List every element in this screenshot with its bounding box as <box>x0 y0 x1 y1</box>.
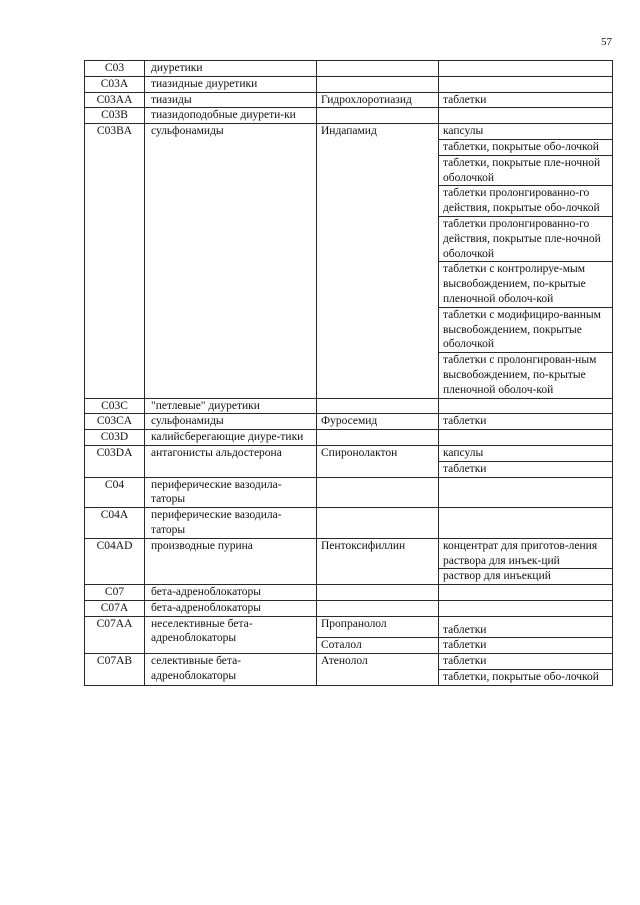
drug-name: Фуросемид <box>317 414 439 430</box>
dosage-forms <box>439 124 613 398</box>
atc-code: C03 <box>85 61 145 77</box>
pharmacological-group: тиазидные диуретики <box>145 76 317 92</box>
dosage-form <box>439 108 612 123</box>
pharmacological-group: периферические вазодила-таторы <box>145 477 317 508</box>
table-row <box>85 430 613 446</box>
dosage-forms <box>439 414 613 430</box>
pharmacological-group: тиазиды <box>145 92 317 108</box>
dosage-forms <box>439 585 613 601</box>
dosage-form: таблетки пролонгированно-го действия, покрытые пле-ночной оболочкой <box>439 216 612 261</box>
dosage-form: таблетки <box>443 93 487 106</box>
drug-name <box>317 398 439 414</box>
dosage-form: концентрат для приготов-ления раствора для инъек-ций <box>443 539 598 567</box>
pharmacological-group: "петлевые" диуретики <box>145 398 317 414</box>
drug-classification-table <box>84 60 613 686</box>
table-row <box>85 477 613 508</box>
atc-code: C03B <box>85 108 145 124</box>
dosage-forms <box>439 92 613 108</box>
dosage-form: таблетки <box>439 461 612 477</box>
atc-code: C07A <box>85 600 145 616</box>
table-row <box>85 508 613 539</box>
atc-code: C03D <box>85 430 145 446</box>
drug-name <box>317 508 439 539</box>
dosage-form: таблетки с контролируе-мым высвобождением, по-крытые пленочной оболоч-кой <box>439 261 612 306</box>
table-row <box>85 108 613 124</box>
dosage-forms <box>439 477 613 508</box>
pharmacological-group: сульфонамиды <box>145 414 317 430</box>
atc-code: C07AB <box>85 654 145 686</box>
table-row <box>85 616 613 638</box>
pharmacological-group: калийсберегающие диуре-тики <box>145 430 317 446</box>
pharmacological-group: бета-адреноблокаторы <box>145 600 317 616</box>
table-row <box>85 600 613 616</box>
dosage-form <box>439 430 612 445</box>
dosage-form: таблетки <box>443 623 487 636</box>
page-number: 57 <box>601 36 612 48</box>
atc-code: C04AD <box>85 538 145 584</box>
dosage-forms <box>439 445 613 477</box>
dosage-form: таблетки пролонгированно-го действия, покрытые обо-лочкой <box>439 185 612 216</box>
drug-name <box>317 585 439 601</box>
dosage-form: таблетки, покрытые пле-ночной оболочкой <box>439 155 612 186</box>
pharmacological-group: бета-адреноблокаторы <box>145 585 317 601</box>
dosage-form: таблетки <box>443 415 487 428</box>
dosage-form: таблетки, покрытые обо-лочкой <box>439 139 612 155</box>
drug-name <box>317 108 439 124</box>
atc-code: C04A <box>85 508 145 539</box>
table-row <box>85 124 613 398</box>
atc-code: C03A <box>85 76 145 92</box>
pharmacological-group: периферические вазодила-таторы <box>145 508 317 539</box>
drug-name: Пентоксифиллин <box>317 538 439 584</box>
drug-name <box>317 76 439 92</box>
drug-name: Пропранолол <box>317 616 439 638</box>
dosage-forms <box>439 616 613 638</box>
table-row <box>85 538 613 584</box>
dosage-forms <box>439 398 613 414</box>
table-row <box>85 445 613 477</box>
dosage-form <box>439 61 612 76</box>
dosage-form: таблетки с модифициро-ванным высвобождением, покрытые оболочкой <box>439 307 612 352</box>
table-row <box>85 76 613 92</box>
dosage-form <box>439 585 612 600</box>
drug-name: Атенолол <box>317 654 439 686</box>
atc-code: C03AA <box>85 92 145 108</box>
drug-name: Гидрохлоротиазид <box>317 92 439 108</box>
dosage-form: таблетки <box>443 639 487 652</box>
dosage-forms <box>439 508 613 539</box>
table-row <box>85 654 613 686</box>
dosage-form <box>439 399 612 414</box>
drug-name <box>317 600 439 616</box>
dosage-form: таблетки, покрытые обо-лочкой <box>439 669 612 685</box>
dosage-form <box>439 478 612 493</box>
dosage-forms <box>439 538 613 584</box>
table-body <box>85 61 613 686</box>
atc-code: C03C <box>85 398 145 414</box>
pharmacological-group: сульфонамиды <box>145 124 317 398</box>
atc-code: C07AA <box>85 616 145 654</box>
drug-name <box>317 477 439 508</box>
pharmacological-group: диуретики <box>145 61 317 77</box>
drug-name <box>317 430 439 446</box>
drug-name: Спиронолактон <box>317 445 439 477</box>
dosage-form: капсулы <box>443 125 484 138</box>
pharmacological-group: селективные бета-адреноблокаторы <box>145 654 317 686</box>
dosage-form: таблетки с пролонгирован-ным высвобождением, по-крытые пленочной оболоч-кой <box>439 352 612 397</box>
atc-code: C04 <box>85 477 145 508</box>
drug-name <box>317 61 439 77</box>
table-row <box>85 414 613 430</box>
dosage-form <box>439 601 612 616</box>
drug-name: Индапамид <box>317 124 439 398</box>
drug-name: Соталол <box>317 638 439 654</box>
dosage-forms <box>439 430 613 446</box>
table-row <box>85 92 613 108</box>
atc-code: C03DA <box>85 445 145 477</box>
table-row <box>85 61 613 77</box>
dosage-form <box>439 508 612 523</box>
pharmacological-group: антагонисты альдостерона <box>145 445 317 477</box>
atc-code: C07 <box>85 585 145 601</box>
table-row <box>85 585 613 601</box>
dosage-forms <box>439 600 613 616</box>
dosage-form <box>439 77 612 92</box>
pharmacological-group: неселективные бета-адреноблокаторы <box>145 616 317 654</box>
atc-code: C03BA <box>85 124 145 398</box>
atc-code: C03CA <box>85 414 145 430</box>
dosage-form: таблетки <box>443 655 487 668</box>
dosage-forms <box>439 108 613 124</box>
dosage-forms <box>439 638 613 654</box>
pharmacological-group: тиазидоподобные диурети-ки <box>145 108 317 124</box>
dosage-forms <box>439 654 613 686</box>
dosage-form: раствор для инъекций <box>439 568 612 584</box>
table-row <box>85 398 613 414</box>
dosage-forms <box>439 61 613 77</box>
pharmacological-group: производные пурина <box>145 538 317 584</box>
dosage-forms <box>439 76 613 92</box>
dosage-form: капсулы <box>443 446 484 459</box>
